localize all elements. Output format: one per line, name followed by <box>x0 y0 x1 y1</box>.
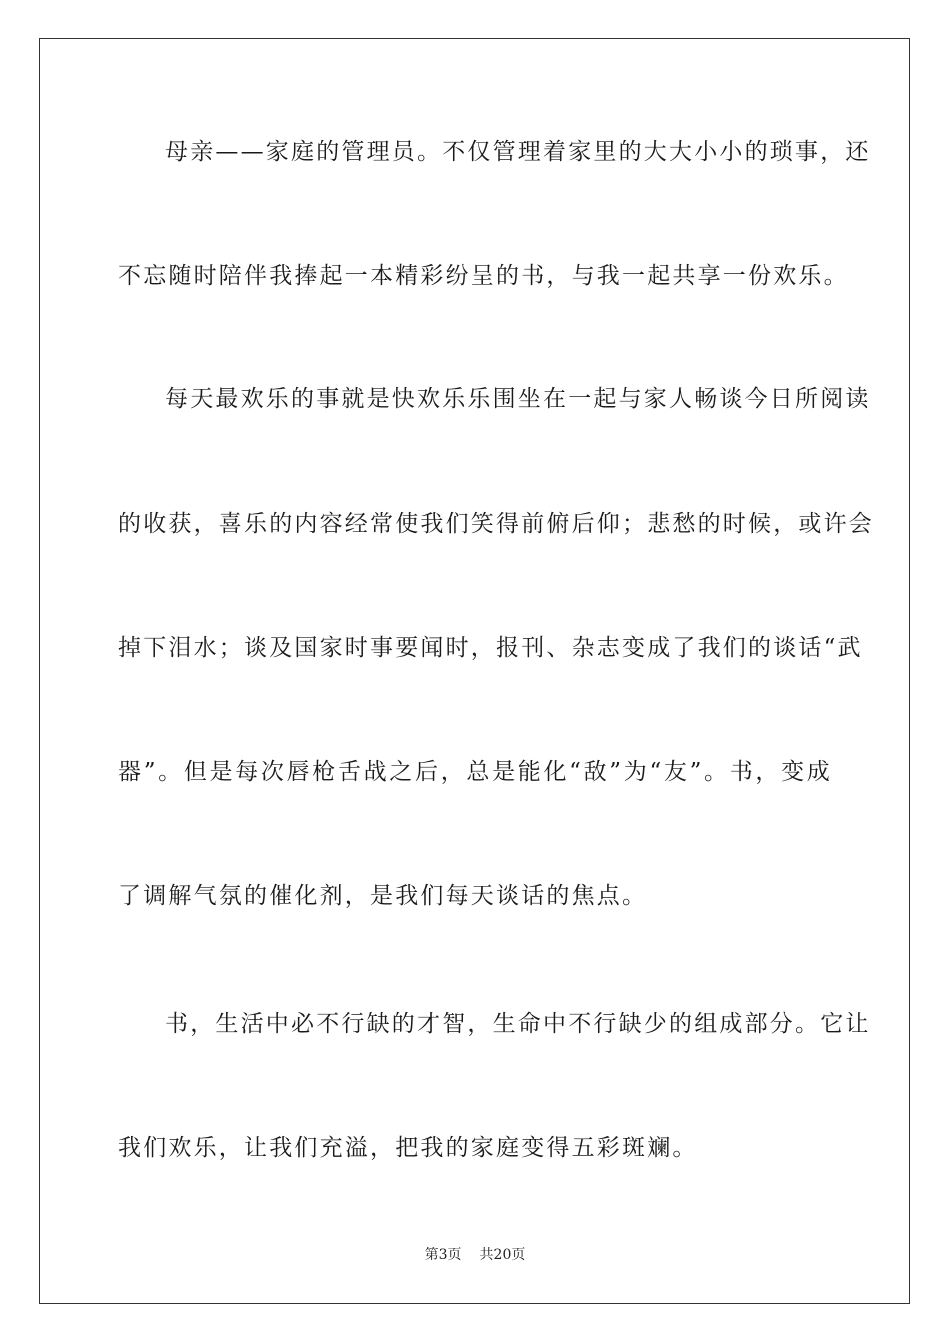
paragraph-2-line-3: 掉下泪水；谈及国家时事要闻时，报刊、杂志变成了我们的谈话“武 <box>118 635 863 661</box>
page-frame <box>39 38 910 1304</box>
paragraph-2-line-2: 的收获，喜乐的内容经常使我们笑得前俯后仰；悲愁的时候，或许会 <box>118 511 874 537</box>
page-total: 共20页 <box>479 1247 526 1263</box>
paragraph-1-line-1: 母亲——家庭的管理员。不仅管理着家里的大大小小的琐事，还 <box>165 139 871 165</box>
paragraph-3-line-2: 我们欢乐，让我们充溢，把我的家庭变得五彩斑斓。 <box>118 1135 698 1161</box>
paragraph-3-line-1: 书，生活中必不行缺的才智，生命中不行缺少的组成部分。它让 <box>165 1011 871 1037</box>
paragraph-1-line-2: 不忘随时陪伴我捧起一本精彩纷呈的书，与我一起共享一份欢乐。 <box>118 263 849 289</box>
page-footer <box>0 1246 950 1264</box>
paragraph-2-line-1: 每天最欢乐的事就是快欢乐乐围坐在一起与家人畅谈今日所阅读 <box>165 386 871 412</box>
paragraph-2-line-4: 器”。但是每次唇枪舌战之后，总是能化“敌”为“友”。书，变成 <box>118 759 832 785</box>
page-number: 第3页 <box>424 1247 462 1263</box>
paragraph-2-line-5: 了调解气氛的催化剂，是我们每天谈话的焦点。 <box>118 883 648 909</box>
